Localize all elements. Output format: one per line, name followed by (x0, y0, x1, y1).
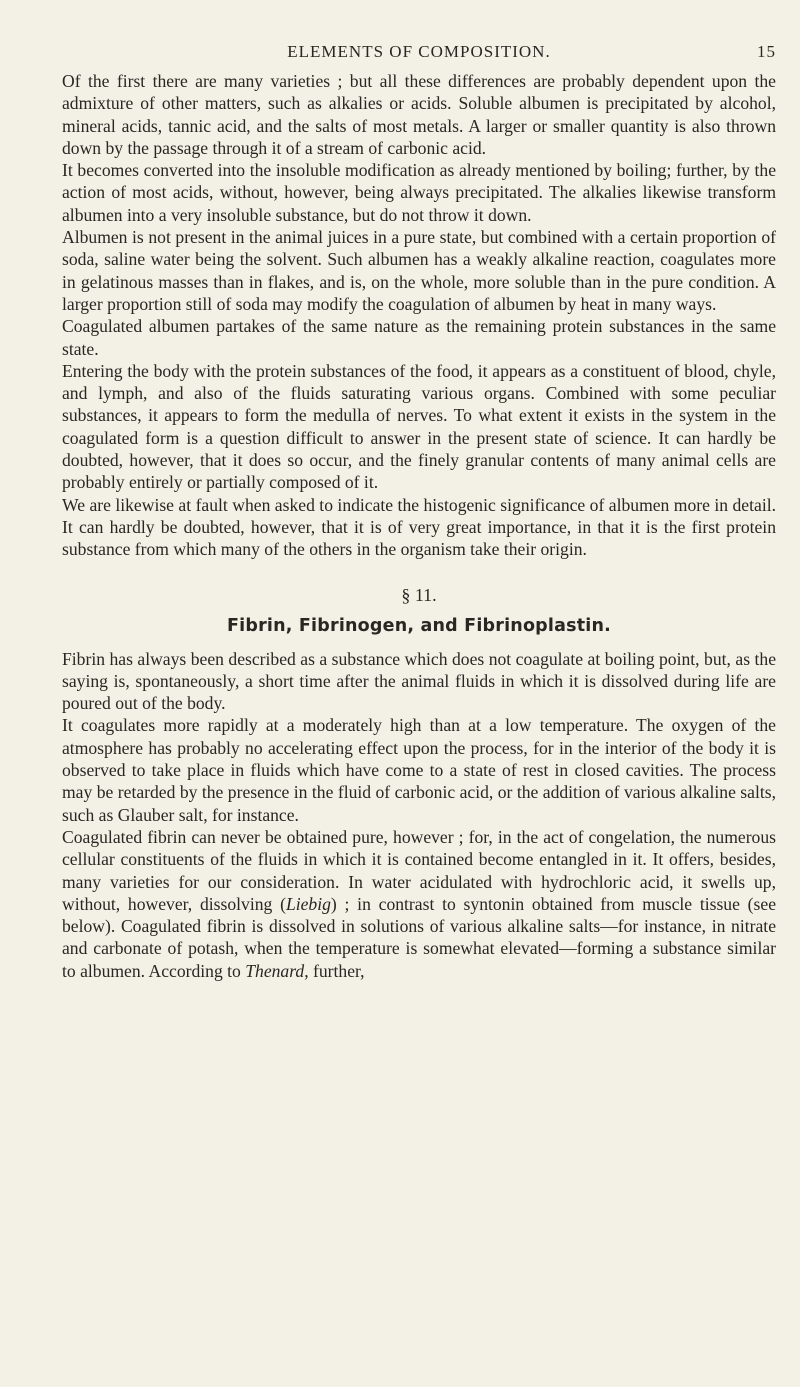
paragraph: Of the first there are many varieties ; but all these differences are probably dependent upon the admixture of other matters, such as alkalies or acids. Soluble albumen is precipitated by alcohol, mineral acids, tannic acid, and the salts of most metals. A larger or smaller quantity is also thrown down by the passage through it of a stream of carbonic acid. (62, 71, 776, 158)
citation-liebig: Liebig (285, 893, 331, 914)
paragraph-text: Coagulated fibrin can never be obtained pure, however ; for, in the act of congelation, the numerous cellular constituents of the fluids in which it is contained become entangled in it. It offers, besides, many varieties for our consideration. In water acidulated with hydrochloric acid, it swells up, without, however, dissolving ( (62, 826, 776, 914)
paragraph: Entering the body with the protein substances of the food, it appears as a constituent of blood, chyle, and lymph, and also of the fluids saturating various organs. Combined with some peculiar substances, it appears to form the medulla of nerves. To what extent it exists in the system in the coagulated form is a question difficult to answer in the present state of science. It can hardly be doubted, however, that it does so occur, and the finely granular contents of many animal cells are probably entirely or partially composed of it. (62, 360, 776, 493)
section-number: § 11. (401, 584, 437, 605)
page-number: 15 (757, 42, 776, 61)
paragraph: It becomes converted into the insoluble modification as already mentioned by boiling; further, by the action of most acids, without, however, being always precipitated. The alkalies likewise transform albumen into a very insoluble substance, but do not throw it down. (62, 160, 776, 225)
book-page (62, 42, 776, 982)
paragraph: Coagulated albumen partakes of the same nature as the remaining protein substances in the same state. (62, 316, 776, 359)
body-text (62, 70, 776, 982)
paragraph (62, 826, 776, 982)
paragraph: We are likewise at fault when asked to indicate the histogenic significance of albumen more in detail. It can hardly be doubted, however, that it is of very great importance, in that it is the first protein substance from which many of the others in the organism take their origin. (62, 494, 776, 560)
paragraph: It coagulates more rapidly at a moderately high than at a low temperature. The oxygen of the atmosphere has probably no accelerating effect upon the process, for in the interior of the body it is observed to take place in fluids which have come to a state of rest in closed cavities. The process may be retarded by the presence in the fluid of carbonic acid, or the addition of various alkaline salts, such as Glauber salt, for instance. (62, 715, 776, 825)
citation-thenard: Thenard (245, 960, 305, 981)
running-title: ELEMENTS OF COMPOSITION. (287, 42, 551, 61)
paragraph: Fibrin has always been described as a substance which does not coagulate at boiling point, but, as the saying is, spontaneously, a short time after the animal fluids in which it is dissolved during life are poured out of the body. (62, 648, 776, 714)
running-head (62, 42, 776, 70)
paragraph: Albumen is not present in the animal juices in a pure state, but combined with a certain proportion of soda, saline water being the solvent. Such albumen has a weakly alkaline reaction, coagulates more in gelatinous masses than in flakes, and is, on the whole, more soluble than in the pure condition. A larger proportion still of soda may modify the coagulation of albumen by heat in many ways. (62, 227, 776, 314)
section-heading: Fibrin, Fibrinogen, and Fibrinoplastin. (227, 615, 611, 636)
paragraph-text: ) ; in contrast to syntonin obtained from muscle tissue (see below). Coagulated fibrin is dissolved in solutions of various alkaline salts—for instance, in nitrate and carbonate of potash, when the temperature is somewhat elevated—forming a substance similar to albumen. According to (62, 893, 777, 981)
paragraph-text: , further, (304, 960, 365, 981)
